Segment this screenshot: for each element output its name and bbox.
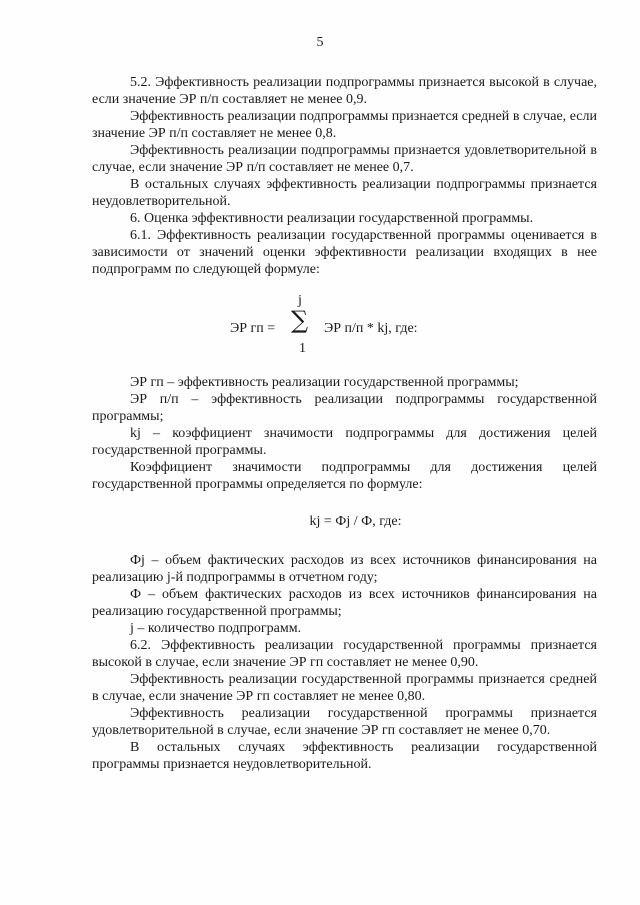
formula-sum-lower-limit: 1 — [299, 341, 306, 356]
sigma-sum-icon: ∑ — [291, 306, 309, 334]
paragraph-subprogram-satisfactory: Эффективность реализации подпрограммы признается удовлетворительной в случае, если значение ЭР п/п составляет не менее 0,7. — [92, 143, 597, 175]
paragraph-5-2: 5.2. Эффективность реализации подпрограммы признается высокой в случае, если значение ЭР п/п составляет не менее 0,9. — [92, 75, 597, 107]
formula-er-gp — [92, 284, 597, 366]
formula-sum-upper-limit: j — [298, 293, 302, 308]
document-body — [92, 74, 597, 773]
definition-er-gp: ЭР гп – эффективность реализации государственной программы; — [130, 375, 519, 390]
paragraph-subprogram-medium: Эффективность реализации подпрограммы признается средней в случае, если значение ЭР п/п составляет не менее 0,8. — [92, 109, 597, 141]
paragraph-subprogram-unsatisfactory: В остальных случаях эффективность реализации подпрограммы признается неудовлетворительной. — [92, 177, 597, 209]
paragraph-program-unsatisfactory: В остальных случаях эффективность реализации государственной программы признается неудовлетворительной. — [92, 740, 597, 772]
paragraph-6-2: 6.2. Эффективность реализации государственной программы признается высокой в случае, если значение ЭР гп составляет не менее 0,90. — [92, 638, 597, 670]
paragraph-coefficient-formula-intro: Коэффициент значимости подпрограммы для достижения целей государственной программы определяется по формуле: — [92, 460, 597, 492]
formula-er-gp-rhs: ЭР п/п * kj, где: — [324, 321, 418, 336]
paragraph-program-satisfactory: Эффективность реализации государственной программы признается удовлетворительной в случае, если значение ЭР гп составляет не менее 0,70. — [92, 706, 597, 738]
formula-kj: kj = Фj / Ф, где: — [309, 514, 402, 529]
paragraph-6-1: 6.1. Эффективность реализации государственной программы оценивается в зависимости от значений оценки эффективности реализации входящих в нее подпрограмм по следующей формуле: — [92, 228, 597, 277]
definition-f: Ф – объем фактических расходов из всех источников финансирования на реализацию государственной программы; — [92, 587, 597, 619]
definition-kj: kj – коэффициент значимости подпрограммы для достижения целей государственной программы. — [92, 426, 597, 458]
section-heading-6: 6. Оценка эффективности реализации государственной программы. — [130, 211, 534, 226]
page-number: 5 — [316, 35, 324, 50]
definition-j: j – количество подпрограмм. — [130, 621, 302, 636]
paragraph-program-medium: Эффективность реализации государственной программы признается средней в случае, если значение ЭР гп составляет не менее 0,80. — [92, 672, 597, 704]
formula-er-gp-lhs: ЭР гп = — [230, 321, 276, 336]
definition-er-pp: ЭР п/п – эффективность реализации подпрограммы государственной программы; — [92, 392, 597, 424]
definition-fj: Фj – объем фактических расходов из всех источников финансирования на реализацию j-й подпрограммы в отчетном году; — [92, 553, 597, 585]
